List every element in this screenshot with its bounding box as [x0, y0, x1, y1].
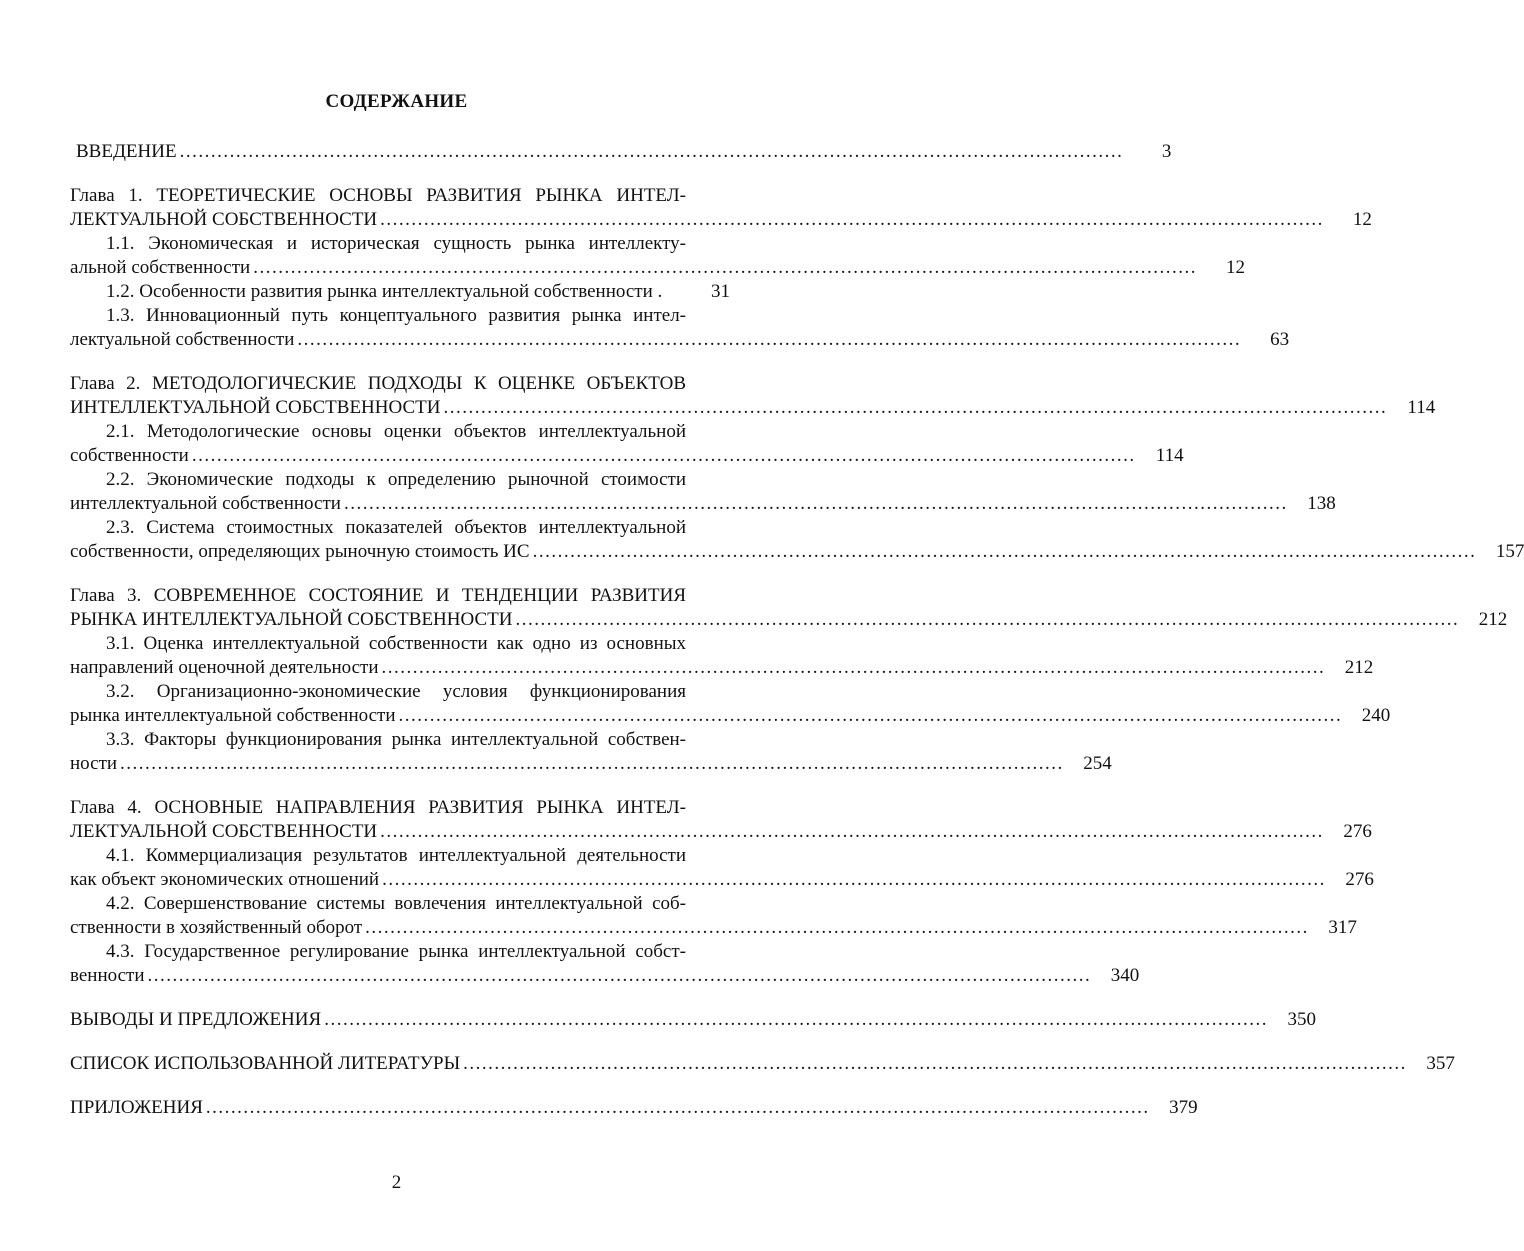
toc-entry-label: СПИСОК ИСПОЛЬЗОВАННОЙ ЛИТЕРАТУРЫ — [70, 1053, 461, 1074]
section-1-1-text: 1.1. Экономическая и историческая сущность рынка интеллекту- — [106, 233, 686, 254]
chapter-4-heading-text-2: ЛЕКТУАЛЬНОЙ СОБСТВЕННОСТИ — [70, 821, 378, 842]
chapter-1-heading-line-2[interactable] — [70, 208, 1372, 232]
chapter-4-heading-line-2[interactable] — [70, 820, 1372, 844]
chapter-1-heading-text: Глава 1. ТЕОРЕТИЧЕСКИЕ ОСНОВЫ РАЗВИТИЯ РЫНКА ИНТЕЛ- — [70, 185, 686, 206]
toc-page-number: 3 — [1161, 141, 1172, 162]
dot-leader: ....................................................................................................................................................... — [147, 965, 1092, 986]
section-1-3-line-2[interactable] — [70, 328, 1290, 352]
section-4-3-text: 4.3. Государственное регулирование рынка интеллектуальной собст- — [106, 941, 686, 962]
section-3-3-text: 3.3. Факторы функционирования рынка интеллектуальной собствен- — [106, 729, 686, 750]
section-4-3-line-2[interactable] — [70, 964, 1140, 988]
section-4-3-line-1[interactable] — [70, 940, 686, 964]
dot-leader: ....................................................................................................................................................... — [380, 209, 1324, 230]
section-1-1-line-2[interactable] — [70, 256, 1245, 280]
dot-leader: ....................................................................................................................................................... — [297, 329, 1242, 350]
section-4-2-text: 4.2. Совершенствование системы вовлечения интеллектуальной соб- — [106, 893, 686, 914]
toc-entry-appendices[interactable] — [70, 1096, 1198, 1120]
toc-page-number: 340 — [1110, 965, 1140, 986]
chapter-4-heading-line-1[interactable] — [70, 796, 686, 820]
section-3-2-text: 3.2. Организационно-экономические условия функционирования — [106, 681, 686, 702]
toc-entry-references[interactable] — [70, 1052, 1455, 1076]
section-4-1-line-2[interactable] — [70, 868, 1374, 892]
section-1-1-line-1[interactable] — [70, 232, 686, 256]
chapter-2-heading-line-1[interactable] — [70, 372, 686, 396]
toc-page-number: 114 — [1155, 445, 1184, 466]
section-3-3-line-1[interactable] — [70, 728, 686, 752]
toc-entry-label: ПРИЛОЖЕНИЯ — [70, 1097, 203, 1118]
section-1-2-text: 1.2. Особенности развития рынка интеллектуальной собственности . — [106, 281, 663, 302]
toc-page-number: 212 — [1344, 657, 1374, 678]
chapter-3-heading-text-2: РЫНКА ИНТЕЛЛЕКТУАЛЬНОЙ СОБСТВЕННОСТИ — [70, 609, 513, 630]
toc-page-number: 12 — [1352, 209, 1372, 230]
chapter-3-heading-line-1[interactable] — [70, 584, 686, 608]
toc-page-number: 212 — [1478, 609, 1508, 630]
dot-leader: ....................................................................................................................................................... — [380, 821, 1324, 842]
toc-page-number: 276 — [1345, 869, 1374, 890]
section-4-2-line-1[interactable] — [70, 892, 686, 916]
dot-leader: ....................................................................................................................................................... — [179, 141, 1124, 162]
section-2-2-text-2: интеллектуальной собственности — [70, 493, 341, 514]
chapter-1-heading-text-2: ЛЕКТУАЛЬНОЙ СОБСТВЕННОСТИ — [70, 209, 378, 230]
toc-entry-conclusions[interactable] — [70, 1008, 1316, 1032]
dot-leader: ....................................................................................................................................................... — [120, 753, 1064, 774]
toc-entry-introduction[interactable] — [70, 140, 1172, 164]
dot-leader: ....................................................................................................................................................... — [191, 445, 1136, 466]
toc-page-number: 114 — [1407, 397, 1436, 418]
section-3-3-text-2: ности — [70, 753, 118, 774]
chapter-2-heading-line-2[interactable] — [70, 396, 1436, 420]
toc-entry-label: ВЫВОДЫ И ПРЕДЛОЖЕНИЯ — [70, 1009, 322, 1030]
page-title: СОДЕРЖАНИЕ — [325, 91, 468, 112]
section-1-3-line-1[interactable] — [70, 304, 686, 328]
section-4-2-line-2[interactable] — [70, 916, 1357, 940]
section-3-2-text-2: рынка интеллектуальной собственности — [70, 705, 396, 726]
section-2-1-text: 2.1. Методологические основы оценки объектов интеллектуальной — [106, 421, 686, 442]
toc-page-number: 240 — [1361, 705, 1391, 726]
section-1-3-text-2: лектуальной собственности — [70, 329, 295, 350]
toc-page-number: 31 — [711, 281, 730, 302]
toc-page-number: 138 — [1307, 493, 1336, 514]
section-3-1-text: 3.1. Оценка интеллектуальной собственности как одно из основных — [106, 633, 686, 654]
section-3-1-text-2: направлений оценочной деятельности — [70, 657, 379, 678]
toc-page-number: 63 — [1270, 329, 1290, 350]
section-3-2-line-2[interactable] — [70, 704, 1391, 728]
section-2-3-line-2[interactable] — [70, 540, 1524, 564]
toc-page-number: 276 — [1343, 821, 1372, 842]
dot-leader: ....................................................................................................................................................... — [463, 1053, 1407, 1074]
chapter-1-heading-line-1[interactable] — [70, 184, 686, 208]
section-4-1-text: 4.1. Коммерциализация результатов интеллектуальной деятельности — [106, 845, 686, 866]
section-1-2-line-1[interactable] — [70, 280, 730, 304]
dot-leader: ....................................................................................................................................................... — [515, 609, 1460, 630]
section-2-1-line-1[interactable] — [70, 420, 686, 444]
chapter-3-heading-text: Глава 3. СОВРЕМЕННОЕ СОСТОЯНИЕ И ТЕНДЕНЦИИ РАЗВИТИЯ — [70, 585, 686, 606]
toc-entry-label: ВВЕДЕНИЕ — [76, 141, 177, 162]
dot-leader: ....................................................................................................................................................... — [532, 541, 1477, 562]
section-3-3-line-2[interactable] — [70, 752, 1112, 776]
section-3-2-line-1[interactable] — [70, 680, 686, 704]
section-2-2-text: 2.2. Экономические подходы к определению рыночной стоимости — [106, 469, 686, 490]
dot-leader: ....................................................................................................................................................... — [381, 657, 1326, 678]
toc-page-number: 379 — [1169, 1097, 1198, 1118]
section-2-2-line-1[interactable] — [70, 468, 686, 492]
section-4-1-text-2: как объект экономических отношений — [70, 869, 380, 890]
dot-leader: ....................................................................................................................................................... — [398, 705, 1343, 726]
section-4-2-text-2: ственности в хозяйственный оборот — [70, 917, 363, 938]
dot-leader: ....................................................................................................................................................... — [253, 257, 1197, 278]
toc-page-number: 357 — [1426, 1053, 1455, 1074]
section-2-3-line-1[interactable] — [70, 516, 686, 540]
toc-page-number: 157 — [1495, 541, 1524, 562]
section-2-3-text-2: собственности, определяющих рыночную стоимость ИС — [70, 541, 530, 562]
toc-page-number: 254 — [1083, 753, 1112, 774]
section-1-1-text-2: альной собственности — [70, 257, 251, 278]
section-1-3-text: 1.3. Инновационный путь концептуального развития рынка интел- — [106, 305, 686, 326]
chapter-3-heading-line-2[interactable] — [70, 608, 1508, 632]
dot-leader: ....................................................................................................................................................... — [382, 869, 1326, 890]
section-4-3-text-2: венности — [70, 965, 145, 986]
dot-leader: ....................................................................................................................................................... — [443, 397, 1388, 418]
page-number: 2 — [391, 1172, 402, 1193]
chapter-2-heading-text: Глава 2. МЕТОДОЛОГИЧЕСКИЕ ПОДХОДЫ К ОЦЕНКЕ ОБЪЕКТОВ — [70, 373, 686, 394]
section-3-1-line-2[interactable] — [70, 656, 1374, 680]
section-2-1-text-2: собственности — [70, 445, 189, 466]
toc-page-number: 12 — [1225, 257, 1245, 278]
dot-leader: ....................................................................................................................................................... — [324, 1009, 1268, 1030]
chapter-4-heading-text: Глава 4. ОСНОВНЫЕ НАПРАВЛЕНИЯ РАЗВИТИЯ РЫНКА ИНТЕЛ- — [70, 797, 686, 818]
toc-page-number: 317 — [1328, 917, 1357, 938]
dot-leader: ....................................................................................................................................................... — [205, 1097, 1150, 1118]
section-2-1-line-2[interactable] — [70, 444, 1184, 468]
dot-leader: ....................................................................................................................................................... — [343, 493, 1288, 514]
section-2-2-line-2[interactable] — [70, 492, 1336, 516]
toc-page-number: 350 — [1287, 1009, 1316, 1030]
dot-leader: ....................................................................................................................................................... — [365, 917, 1309, 938]
section-2-3-text: 2.3. Система стоимостных показателей объектов интеллектуальной — [106, 517, 686, 538]
section-4-1-line-1[interactable] — [70, 844, 686, 868]
section-3-1-line-1[interactable] — [70, 632, 686, 656]
chapter-2-heading-text-2: ИНТЕЛЛЕКТУАЛЬНОЙ СОБСТВЕННОСТИ — [70, 397, 441, 418]
